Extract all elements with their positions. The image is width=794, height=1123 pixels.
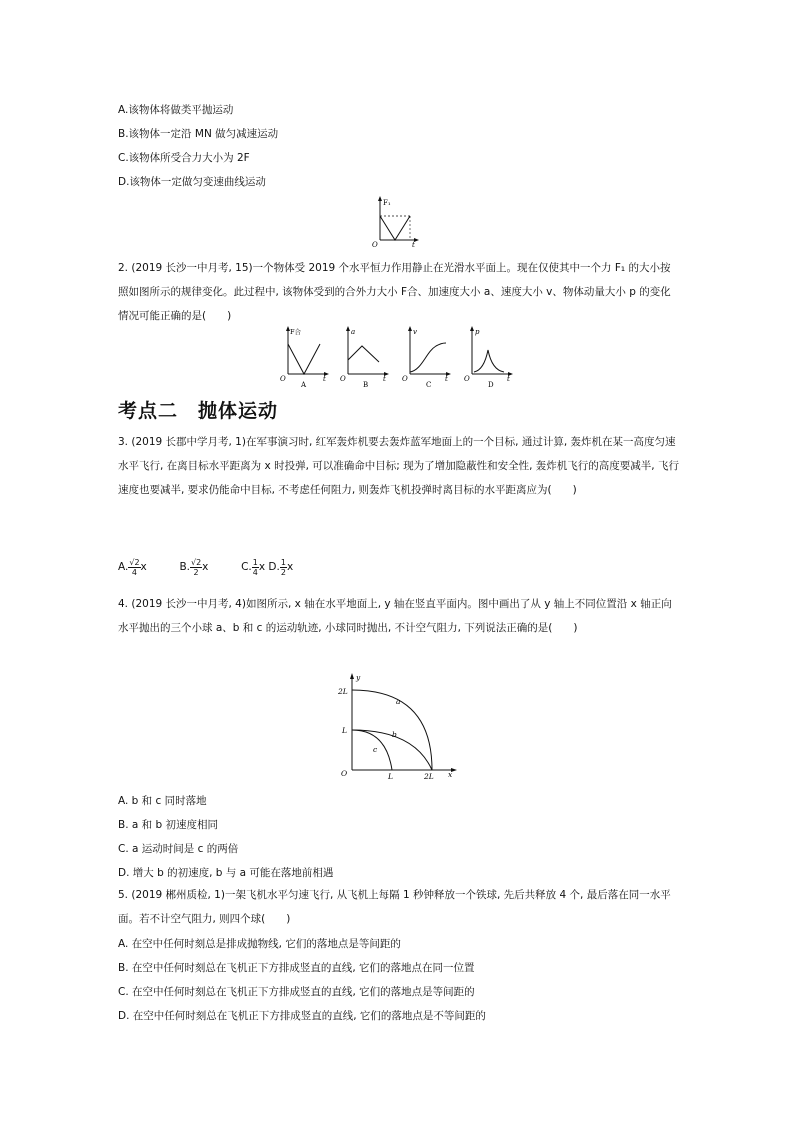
q2-graph-a-y: F合 [290, 328, 302, 336]
q2-graph-b [340, 326, 389, 389]
q2-graph-b-x: t [383, 375, 386, 383]
q5-option-c: C. 在空中任何时刻总在飞机正下方排成竖直的直线, 它们的落地点是等间距的 [118, 986, 475, 998]
q4-trajectory-figure [338, 672, 464, 782]
q5-question: 5. (2019 郴州质检, 1)一架飞机水平匀速飞行, 从飞机上每隔 1 秒钟释放一个铁球, 先后共释放 4 个, 最后落在同一水平面。若不计空气阻力, 则四个球( ) [118, 889, 671, 925]
q2-graph-d-origin: O [464, 375, 470, 383]
q4-y-label: y [356, 673, 361, 682]
q1-option-d: D.该物体一定做匀变速曲线运动 [118, 176, 266, 188]
q2-graph-d-x: t [507, 375, 510, 383]
curve-c [352, 730, 392, 770]
q5-option-a: A. 在空中任何时刻总是排成抛物线, 它们的落地点是等间距的 [118, 938, 401, 950]
q2-graph-d-y: p [475, 328, 480, 336]
q2-f1-y-label: F₁ [383, 199, 391, 207]
q3-option-d: D. $\frac{1}{2}$ x [268, 557, 294, 577]
q2-graph-b-origin: O [340, 375, 346, 383]
q4-curve-b-label: b [392, 730, 397, 739]
q4-curve-c-label: c [373, 745, 378, 754]
q2-graph-b-y: a [351, 328, 356, 336]
q4-label-2L-x: 2L [424, 772, 434, 781]
q2-f1-origin: O [372, 241, 378, 249]
q4-curve-a-label: a [396, 697, 401, 706]
q4-origin: O [341, 769, 348, 778]
q2-graph-a [280, 326, 329, 389]
q2-graph-d [464, 326, 513, 389]
q5-option-b: B. 在空中任何时刻总在飞机正下方排成竖直的直线, 它们的落地点在同一位置 [118, 962, 475, 974]
q4-option-b: B. a 和 b 初速度相同 [118, 819, 218, 831]
q4-label-L-y: L [342, 726, 347, 735]
q4-x-label: x [448, 770, 453, 779]
q2-f1-x-label: t [412, 241, 415, 249]
q2-f1-graph [370, 196, 420, 248]
q3-option-c: C. $\frac{1}{4}$ x [241, 557, 266, 577]
q1-option-b: B.该物体一定沿 MN 做匀减速运动 [118, 128, 279, 140]
q2-option-graphs [278, 326, 518, 388]
q2-graph-a-origin: O [280, 375, 286, 383]
q2-graph-d-letter: D [488, 381, 494, 389]
q1-option-a: A.该物体将做类平抛运动 [118, 104, 234, 116]
q4-option-d: D. 增大 b 的初速度, b 与 a 可能在落地前相遇 [118, 867, 334, 879]
q3-option-a: A. $\frac{√2}{4}$ x [118, 557, 147, 577]
q4-label-2L-y: 2L [338, 687, 348, 696]
q4-option-a: A. b 和 c 同时落地 [118, 795, 207, 807]
q2-graph-a-x: t [323, 375, 326, 383]
section-heading: 考点二 抛体运动 [118, 400, 279, 422]
q2-graph-c [402, 326, 451, 389]
q2-graph-c-letter: C [426, 381, 432, 389]
q3-question: 3. (2019 长郡中学月考, 1)在军事演习时, 红军轰炸机要去轰炸蓝军地面上的一个目标, 通过计算, 轰炸机在某一高度匀速水平飞行, 在离目标水平距离为 x 时投弹, 可以准确命中目标; 现为了增加隐蔽性和安全性, 轰炸机飞行的高度要减半, 飞行速度也要减半, 要求仍能命中目标, 不考虑任何阻力, 则轰炸飞机投弹时离目标的水平距离应为( ) [118, 436, 679, 496]
q3-options [118, 556, 293, 580]
q3-option-b: B. $\frac{√2}{2}$ x [179, 557, 209, 577]
q2-graph-c-origin: O [402, 375, 408, 383]
q2-graph-c-y: v [413, 328, 417, 336]
q5-option-d: D. 在空中任何时刻总在飞机正下方排成竖直的直线, 它们的落地点是不等间距的 [118, 1010, 486, 1022]
q4-question: 4. (2019 长沙一中月考, 4)如图所示, x 轴在水平地面上, y 轴在竖直平面内。图中画出了从 y 轴上不同位置沿 x 轴正向水平抛出的三个小球 a、b 和 c 的运动轨迹, 小球同时抛出, 不计空气阻力, 下列说法正确的是( ) [118, 598, 672, 634]
q2-graph-a-letter: A [301, 381, 307, 389]
q4-label-L-x: L [388, 772, 393, 781]
q1-option-c: C.该物体所受合力大小为 2F [118, 152, 250, 164]
q2-graph-c-x: t [445, 375, 448, 383]
q4-option-c: C. a 运动时间是 c 的两倍 [118, 843, 239, 855]
q2-graph-b-letter: B [363, 381, 369, 389]
q2-question: 2. (2019 长沙一中月考, 15)一个物体受 2019 个水平恒力作用静止在光滑水平面上。现在仅使其中一个力 F₁ 的大小按照如图所示的规律变化。此过程中, 该物体受到的合外力大小 F合、加速度大小 a、速度大小 v、物体动量大小 p 的变化情况可能正确的是( ) [118, 262, 671, 322]
